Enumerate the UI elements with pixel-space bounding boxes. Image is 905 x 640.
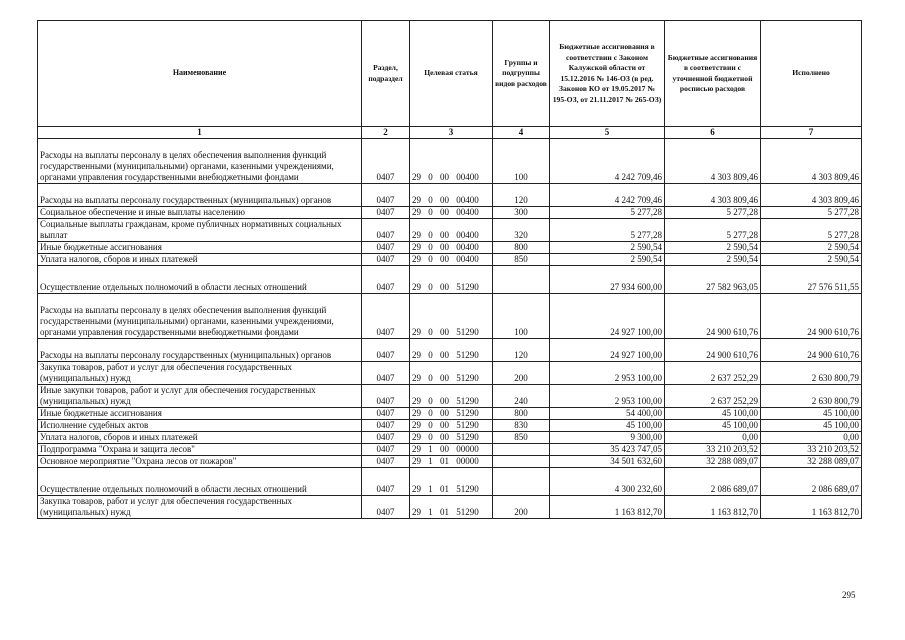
row-law-amount: 2 953 100,00 (550, 362, 665, 385)
row-section: 0407 (362, 207, 410, 219)
row-expense-group: 800 (493, 242, 550, 254)
row-expense-group: 300 (493, 207, 550, 219)
row-refined-amount: 2 637 252,29 (665, 362, 761, 385)
row-name: Исполнение судебных актов (38, 420, 362, 432)
row-refined-amount: 5 277,28 (665, 219, 761, 242)
row-refined-amount: 2 590,54 (665, 254, 761, 266)
row-expense-group: 100 (493, 139, 550, 184)
row-target-article: 29 1 01 51290 (410, 468, 493, 496)
row-section: 0407 (362, 362, 410, 385)
table-row (38, 294, 862, 339)
table-row (38, 468, 862, 496)
header-executed: Исполнено (761, 21, 862, 127)
header-row (38, 21, 862, 127)
row-target-article: 29 0 00 51290 (410, 294, 493, 339)
row-section: 0407 (362, 242, 410, 254)
row-name: Расходы на выплаты персоналу государственных (муниципальных) органов (38, 339, 362, 362)
row-expense-group: 240 (493, 385, 550, 408)
row-expense-group: 100 (493, 294, 550, 339)
row-executed-amount: 45 100,00 (761, 420, 862, 432)
row-expense-group: 120 (493, 184, 550, 207)
table-row (38, 444, 862, 456)
table-row (38, 385, 862, 408)
header-section: Раздел, подраздел (362, 21, 410, 127)
row-name: Закупка товаров, работ и услуг для обеспечения государственных (муниципальных) нужд (38, 496, 362, 519)
row-target-article: 29 0 00 51290 (410, 385, 493, 408)
header-target-article: Целевая статья (410, 21, 493, 127)
row-law-amount: 1 163 812,70 (550, 496, 665, 519)
row-expense-group: 830 (493, 420, 550, 432)
row-name: Уплата налогов, сборов и иных платежей (38, 254, 362, 266)
row-law-amount: 54 400,00 (550, 408, 665, 420)
row-law-amount: 9 300,00 (550, 432, 665, 444)
row-section: 0407 (362, 432, 410, 444)
row-section: 0407 (362, 496, 410, 519)
row-executed-amount: 4 303 809,46 (761, 184, 862, 207)
row-executed-amount: 2 590,54 (761, 242, 862, 254)
row-executed-amount: 2 630 800,79 (761, 385, 862, 408)
row-section: 0407 (362, 339, 410, 362)
row-name: Социальное обеспечение и иные выплаты населению (38, 207, 362, 219)
row-expense-group: 320 (493, 219, 550, 242)
row-target-article: 29 0 00 00400 (410, 207, 493, 219)
row-executed-amount: 45 100,00 (761, 408, 862, 420)
row-law-amount: 2 953 100,00 (550, 385, 665, 408)
row-refined-amount: 24 900 610,76 (665, 294, 761, 339)
row-name: Основное мероприятие "Охрана лесов от пожаров" (38, 456, 362, 468)
row-name: Уплата налогов, сборов и иных платежей (38, 432, 362, 444)
row-law-amount: 35 423 747,05 (550, 444, 665, 456)
table-row (38, 496, 862, 519)
row-target-article: 29 1 01 51290 (410, 496, 493, 519)
table-row (38, 266, 862, 294)
column-number-row (38, 127, 862, 139)
row-section: 0407 (362, 420, 410, 432)
row-section: 0407 (362, 254, 410, 266)
row-name: Осуществление отдельных полномочий в области лесных отношений (38, 468, 362, 496)
header-law-appropriations: Бюджетные ассигнования в соответствии с Законом Калужской области от 15.12.2016 № 146-ОЗ (в ред. Законов КО от 19.05.2017 № 195-ОЗ, от 21.11.2017 № 265-ОЗ) (550, 21, 665, 127)
row-law-amount: 27 934 600,00 (550, 266, 665, 294)
column-number: 6 (665, 127, 761, 139)
row-refined-amount: 33 210 203,52 (665, 444, 761, 456)
row-law-amount: 45 100,00 (550, 420, 665, 432)
row-refined-amount: 2 590,54 (665, 242, 761, 254)
table-row (38, 219, 862, 242)
row-target-article: 29 0 00 51290 (410, 420, 493, 432)
row-target-article: 29 1 01 00000 (410, 456, 493, 468)
row-target-article: 29 0 00 51290 (410, 362, 493, 385)
row-executed-amount: 2 590,54 (761, 254, 862, 266)
row-section: 0407 (362, 444, 410, 456)
row-executed-amount: 24 900 610,76 (761, 294, 862, 339)
row-target-article: 29 0 00 00400 (410, 184, 493, 207)
row-law-amount: 4 300 232,60 (550, 468, 665, 496)
row-expense-group: 800 (493, 408, 550, 420)
table-row (38, 362, 862, 385)
row-expense-group: 200 (493, 496, 550, 519)
row-name: Иные закупки товаров, работ и услуг для обеспечения государственных (муниципальных) нужд (38, 385, 362, 408)
row-expense-group (493, 456, 550, 468)
row-refined-amount: 0,00 (665, 432, 761, 444)
row-refined-amount: 5 277,28 (665, 207, 761, 219)
row-name: Подпрограмма "Охрана и защита лесов" (38, 444, 362, 456)
row-section: 0407 (362, 139, 410, 184)
column-number: 2 (362, 127, 410, 139)
row-expense-group (493, 468, 550, 496)
row-law-amount: 34 501 632,60 (550, 456, 665, 468)
row-section: 0407 (362, 266, 410, 294)
row-section: 0407 (362, 184, 410, 207)
row-target-article: 29 0 00 00400 (410, 242, 493, 254)
row-refined-amount: 27 582 963,05 (665, 266, 761, 294)
row-expense-group: 850 (493, 254, 550, 266)
column-number: 3 (410, 127, 493, 139)
table-row (38, 184, 862, 207)
row-section: 0407 (362, 385, 410, 408)
row-refined-amount: 45 100,00 (665, 408, 761, 420)
row-law-amount: 5 277,28 (550, 219, 665, 242)
table-row (38, 242, 862, 254)
column-number: 7 (761, 127, 862, 139)
page-number: 295 (842, 590, 856, 600)
row-refined-amount: 24 900 610,76 (665, 339, 761, 362)
row-target-article: 29 1 00 00000 (410, 444, 493, 456)
row-expense-group (493, 266, 550, 294)
row-executed-amount: 27 576 511,55 (761, 266, 862, 294)
row-executed-amount: 2 630 800,79 (761, 362, 862, 385)
table-row (38, 254, 862, 266)
row-law-amount: 24 927 100,00 (550, 294, 665, 339)
row-law-amount: 2 590,54 (550, 254, 665, 266)
row-refined-amount: 1 163 812,70 (665, 496, 761, 519)
table-row (38, 339, 862, 362)
row-name: Иные бюджетные ассигнования (38, 242, 362, 254)
column-number: 4 (493, 127, 550, 139)
row-law-amount: 2 590,54 (550, 242, 665, 254)
row-executed-amount: 4 303 809,46 (761, 139, 862, 184)
row-section: 0407 (362, 294, 410, 339)
row-expense-group (493, 444, 550, 456)
table-row (38, 207, 862, 219)
row-refined-amount: 4 303 809,46 (665, 184, 761, 207)
column-number: 5 (550, 127, 665, 139)
table-row (38, 408, 862, 420)
row-expense-group: 850 (493, 432, 550, 444)
row-target-article: 29 0 00 51290 (410, 408, 493, 420)
row-name: Закупка товаров, работ и услуг для обеспечения государственных (муниципальных) нужд (38, 362, 362, 385)
row-name: Расходы на выплаты персоналу в целях обеспечения выполнения функций государственными (муниципальными) органами, казенными учреждениями, органами управления государственными внебюджетными фондами (38, 294, 362, 339)
row-section: 0407 (362, 456, 410, 468)
row-law-amount: 5 277,28 (550, 207, 665, 219)
row-law-amount: 24 927 100,00 (550, 339, 665, 362)
row-name: Иные бюджетные ассигнования (38, 408, 362, 420)
row-expense-group: 120 (493, 339, 550, 362)
row-section: 0407 (362, 408, 410, 420)
row-target-article: 29 0 00 51290 (410, 432, 493, 444)
header-name: Наименование (38, 21, 362, 127)
row-executed-amount: 24 900 610,76 (761, 339, 862, 362)
row-law-amount: 4 242 709,46 (550, 139, 665, 184)
budget-execution-table (37, 20, 862, 519)
row-refined-amount: 2 637 252,29 (665, 385, 761, 408)
header-refined-appropriations: Бюджетные ассигнования в соответствии с уточненной бюджетной росписью расходов (665, 21, 761, 127)
row-executed-amount: 1 163 812,70 (761, 496, 862, 519)
table-row (38, 420, 862, 432)
header-expense-groups: Группы и подгруппы видов расходов (493, 21, 550, 127)
row-executed-amount: 33 210 203,52 (761, 444, 862, 456)
row-target-article: 29 0 00 00400 (410, 139, 493, 184)
row-refined-amount: 45 100,00 (665, 420, 761, 432)
row-executed-amount: 2 086 689,07 (761, 468, 862, 496)
row-refined-amount: 4 303 809,46 (665, 139, 761, 184)
row-name: Осуществление отдельных полномочий в области лесных отношений (38, 266, 362, 294)
table-row (38, 139, 862, 184)
row-target-article: 29 0 00 51290 (410, 339, 493, 362)
row-name: Социальные выплаты гражданам, кроме публичных нормативных социальных выплат (38, 219, 362, 242)
row-name: Расходы на выплаты персоналу в целях обеспечения выполнения функций государственными (муниципальными) органами, казенными учреждениями, органами управления государственными внебюджетными фондами (38, 139, 362, 184)
row-executed-amount: 5 277,28 (761, 219, 862, 242)
row-target-article: 29 0 00 51290 (410, 266, 493, 294)
row-expense-group: 200 (493, 362, 550, 385)
row-executed-amount: 32 288 089,07 (761, 456, 862, 468)
row-target-article: 29 0 00 00400 (410, 219, 493, 242)
table-row (38, 456, 862, 468)
row-name: Расходы на выплаты персоналу государственных (муниципальных) органов (38, 184, 362, 207)
row-section: 0407 (362, 219, 410, 242)
row-target-article: 29 0 00 00400 (410, 254, 493, 266)
row-section: 0407 (362, 468, 410, 496)
column-number: 1 (38, 127, 362, 139)
row-refined-amount: 32 288 089,07 (665, 456, 761, 468)
row-refined-amount: 2 086 689,07 (665, 468, 761, 496)
row-law-amount: 4 242 709,46 (550, 184, 665, 207)
row-executed-amount: 0,00 (761, 432, 862, 444)
row-executed-amount: 5 277,28 (761, 207, 862, 219)
table-row (38, 432, 862, 444)
